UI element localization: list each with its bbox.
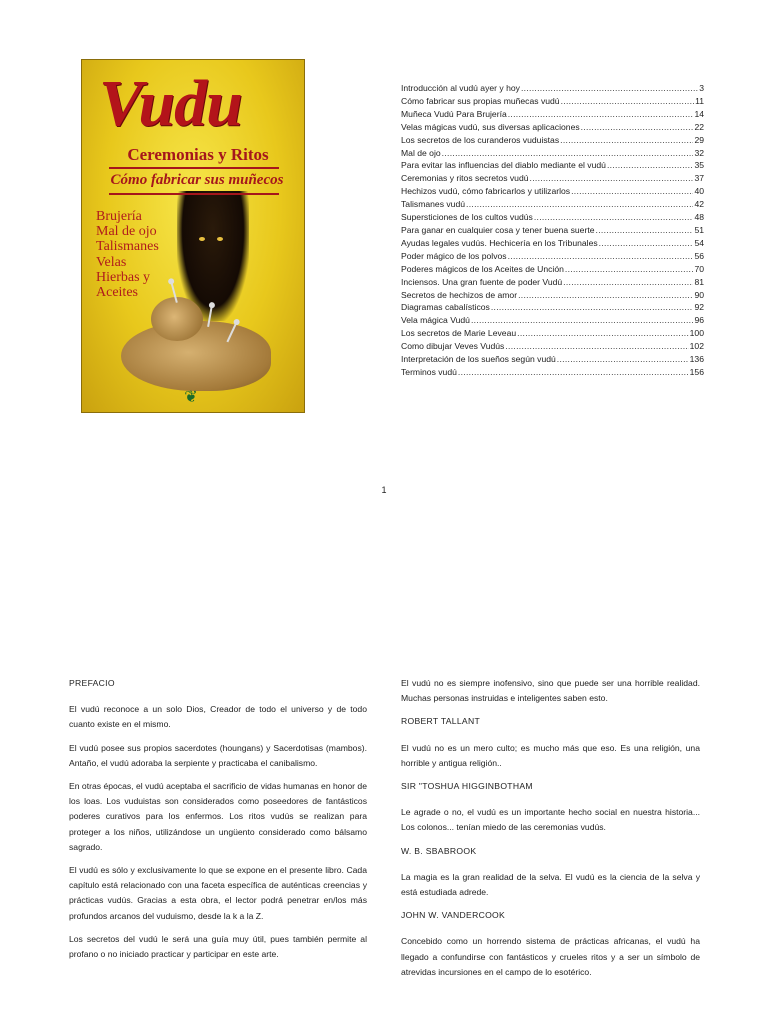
cover-subtitle-1: Ceremonias y Ritos [127,145,269,164]
toc-entry [401,108,704,121]
toc-entry [401,327,704,340]
toc-leader-dots [565,263,694,276]
voodoo-doll-head [151,297,203,341]
prefacio-paragraph: El vudú reconoce a un solo Dios, Creador de todo el universo y de todo cuanto existe en el mismo. [69,704,367,730]
toc-entry-page: 156 [689,366,704,377]
toc-entry-title: Muñeca Vudú Para Brujería [401,108,507,119]
toc-entry [401,147,704,160]
quote-text: El vudú no es un mero culto; es mucho más que eso. Es una religión, una horrible y antigua religión.. [401,742,700,768]
toc-entry-page: 35 [694,160,704,171]
toc-entry-page: 22 [694,121,704,132]
toc-entry [401,224,704,237]
toc-entry-page: 81 [694,276,704,287]
toc-entry [401,263,704,276]
toc-entry [401,366,704,379]
toc-entry-page: 54 [694,237,704,248]
toc-entry-title: Vela mágica Vudú [401,315,470,326]
toc-entry-title: Como dibujar Veves Vudús [401,341,505,352]
toc-entry-page: 32 [694,147,704,158]
prefacio-paragraph: Los secretos del vudú le será una guía muy útil, pues también permite al profano o no iniciado practicar y participar en este arte. [69,933,367,960]
cover-topics [96,209,216,300]
toc-entry [401,353,704,366]
toc-entry-page: 56 [694,250,704,261]
toc-leader-dots [560,134,693,147]
toc-leader-dots [534,211,694,224]
toc-entry [401,134,704,147]
cover-subtitle-2: Cómo fabricar sus muñecos [110,172,284,188]
toc-entry-title: Mal de ojo [401,147,441,158]
toc-leader-dots [596,224,694,237]
quote-author: W. B. SBABROOK [401,845,477,856]
toc-entry-page: 136 [689,354,704,365]
cover-topic: Hierbas y [96,269,151,285]
cover-divider [109,193,279,195]
toc-entry [401,95,704,108]
toc-entry-title: Terminos vudú [401,366,457,377]
toc-leader-dots [442,147,694,160]
quote-author: JOHN W. VANDERCOOK [401,910,506,921]
toc-entry [401,301,704,314]
toc-entry-page: 29 [694,134,704,145]
quote-author: ROBERT TALLANT [401,716,481,727]
section-heading: PREFACIO [69,678,115,688]
toc-entry-title: Introducción al vudú ayer y hoy [401,83,520,93]
toc-leader-dots [491,301,694,314]
toc-entry [401,340,704,353]
toc-leader-dots [521,82,698,95]
quote-text: El vudú no es siempre inofensivo, sino que puede ser una horrible realidad. Muchas personas instruidas e inteligentes saben esto. [401,678,700,704]
toc-entry-title: Inciensos. Una gran fuente de poder Vudú [401,276,563,287]
toc-entry [401,159,704,172]
toc-entry-title: Hechizos vudú, cómo fabricarlos y utilizarlos [401,186,571,197]
toc-entry [401,198,704,211]
cover-topic: Mal de ojo [96,224,157,240]
toc-entry-title: Poderes mágicos de los Aceites de Unción [401,263,564,274]
cover-topic: Brujería [96,209,142,224]
toc-leader-dots [518,289,693,302]
toc-entry-page: 96 [694,315,704,326]
toc-entry-title: Ayudas legales vudús. Hechicería en los Tribunales [401,237,598,248]
toc-entry-title: Talismanes vudú [401,199,466,210]
table-of-contents [401,82,704,379]
toc-entry [401,172,704,185]
quote-text: La magia es la gran realidad de la selva. El vudú es la ciencia de la selva y está estudiada adrede. [401,871,700,898]
toc-entry-page: 14 [694,108,704,119]
toc-entry-title: Velas mágicas vudú, sus diversas aplicaciones [401,121,580,132]
toc-entry [401,211,704,224]
toc-entry-page: 40 [694,186,704,197]
toc-entry-page: 37 [694,173,704,184]
toc-leader-dots [471,314,693,327]
cover-topic: Velas [96,254,127,270]
quote-author: SIR "TOSHUA HIGGINBOTHAM [401,781,533,792]
toc-entry-page: 42 [694,199,704,210]
toc-entry-title: Supersticiones de los cultos vudús [401,212,533,223]
toc-entry-page: 51 [694,224,704,235]
quotes-column [401,676,700,988]
toc-entry-page: 11 [695,95,704,106]
toc-entry-title: Secretos de hechizos de amor [401,289,518,300]
toc-entry-page: 3 [699,83,704,93]
toc-entry-title: Los secretos de Marie Leveau [401,328,517,339]
toc-entry [401,185,704,198]
toc-entry-title: Diagramas cabalísticos [401,302,490,313]
toc-leader-dots [530,172,694,185]
cover-divider [109,167,279,169]
toc-entry [401,121,704,134]
toc-entry [401,250,704,263]
cover-topic: Aceites [96,285,138,301]
toc-entry [401,289,704,302]
toc-entry-title: Para evitar las influencias del diablo mediante el vudú [401,160,606,171]
toc-entry [401,82,704,95]
toc-entry-page: 92 [694,302,704,313]
toc-entry-title: Poder mágico de los polvos [401,250,507,261]
page-number: 1 [381,485,387,495]
toc-leader-dots [508,250,694,263]
toc-entry-title: Interpretación de los sueños según vudú [401,354,556,365]
cover-title: Vudu [99,67,242,140]
toc-leader-dots [517,327,689,340]
toc-entry-title: Los secretos de los curanderos vuduistas [401,134,560,145]
prefacio-paragraph: El vudú es sólo y exclusivamente lo que se expone en el presente libro. Cada capítulo está relacionado con una faceta específica de auténticas creencias y prácticas vudús. Gracias a esta obra, el lector podrá penetrar en/los más profundos arcanos del vuduismo, desde la k a la Z. [69,865,367,921]
toc-leader-dots [466,198,693,211]
toc-entry-page: 48 [694,212,704,223]
quote-text: Le agrade o no, el vudú es un importante hecho social en nuestra historia... Los colonos... tenían miedo de las ceremonias vudús. [401,807,700,833]
toc-entry-title: Cómo fabricar sus propias muñecas vudú [401,95,560,106]
toc-leader-dots [563,276,693,289]
toc-entry [401,314,704,327]
toc-entry-page: 100 [689,328,704,339]
toc-leader-dots [557,353,689,366]
toc-leader-dots [607,159,693,172]
toc-leader-dots [571,185,693,198]
prefacio-paragraph: El vudú posee sus propios sacerdotes (houngans) y Sacerdotisas (mambos). Antaño, el vudú adoraba la serpiente y practicaba el canibalismo. [69,742,367,768]
toc-leader-dots [599,237,694,250]
toc-leader-dots [505,340,688,353]
toc-entry [401,237,704,250]
toc-leader-dots [508,108,694,121]
toc-entry-page: 102 [689,341,704,352]
publisher-logo-icon: ❦ [184,389,198,406]
cover-topic: Talismanes [96,239,159,255]
toc-entry [401,276,704,289]
toc-leader-dots [581,121,694,134]
toc-entry-page: 70 [694,263,704,274]
toc-leader-dots [458,366,689,379]
quote-text: Concebido como un horrendo sistema de prácticas africanas, el vudú ha llegado a confundirse con fantásticos y crueles ritos y a ser un símbolo de atrevidas incursiones en el campo de lo esotérico. [401,936,700,977]
book-cover [81,59,305,413]
toc-entry-title: Ceremonias y ritos secretos vudú [401,173,529,184]
toc-entry-title: Para ganar en cualquier cosa y tener buena suerte [401,224,595,235]
prefacio-paragraph: En otras épocas, el vudú aceptaba el sacrificio de vidas humanas en honor de los loas. Los vuduistas son considerados como poseedores de fantásticos poderes curativos para los enfermos. Los ritos vudús se realizan para proteger a los niños, utilizándose un ungüento considerado como bálsamo sagrado. [69,781,367,852]
toc-entry-page: 90 [694,289,704,300]
prefacio-column [69,676,367,970]
toc-leader-dots [561,95,694,108]
